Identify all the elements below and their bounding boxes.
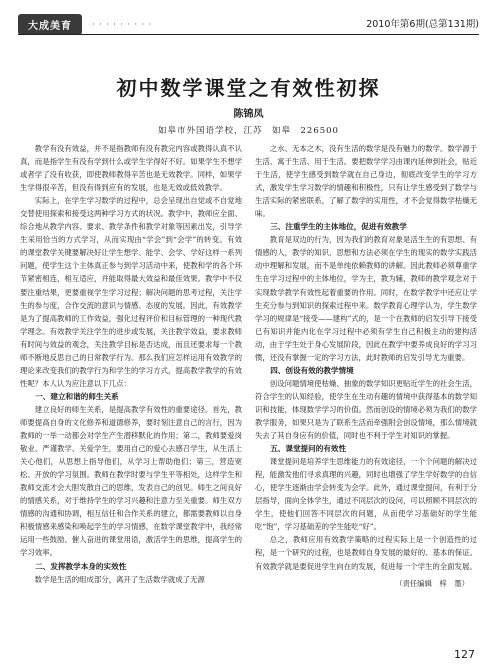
header-rule xyxy=(18,34,479,35)
body-paragraph: 教学有没有效益，并不是指教师有没有教完内容或教得认真不认真，而是指学生有没有学到什么或学生学得好不好。如果学生不想学或者学了没有收获，即使教师教得辛苦也是无效教学。同样，如果学生学得很辛苦，但没有得到应有的发展，也是无效或低效教学。 xyxy=(20,144,242,193)
body-paragraph: 创设问题情境使枯燥、抽象的数学知识更贴近学生的社会生活，符合学生的认知经验，使学生在生动有趣的情境中获得基本的数学知识和技能，体现数学学习的价值。然而创设的情境必须为我们的数学教学服务，如果只是为了联系生活而牵强附会创设情境，那么情境就失去了其自身应有的价值，同时也不利于学生对知识的掌握。 xyxy=(255,378,477,441)
article-author: 陈锦凤 xyxy=(233,109,264,120)
issue-info: 2010年第6期(总第131期) xyxy=(366,19,479,30)
article-title: 初中数学课堂之有效性初探 xyxy=(116,76,381,100)
section-heading: 二、发挥教学本身的实效性 xyxy=(35,561,127,571)
journal-logo: 大成美育 xyxy=(18,14,82,35)
right-column xyxy=(255,142,477,642)
body-paragraph: 总之，教师应用有效教学策略的过程实际上是一个创造性的过程，是一个研究的过程，也是教师自身发展的最好的、基本的保证。有效教学就是要促进学生向在的发展，促进每一个学生的全面发展。 xyxy=(255,535,477,571)
body-paragraph: 实际上，在学生学习数学的过程中，总会呈现出自觉或不自觉地交替使用探索和接受这两种学习方式的状况。教学中，教师应全面、综合地从教学内容、要求、教学条件和教学对象等因素出发，引导学生采用恰当的方式学习，从而实现由“学会”到“会学”的转变。有效的课堂教学关键要解决好让学生想学、能学、会学、学好这样一系列问题，使学生这个主体真正参与到学习活动中来，使教和学的各个环节紧密相连，相互适应，并能取得最大效益和最佳效果。教学中不仅要注重结果，更要重视学生学习过程；解决问题的思考过程，关注学生的参与度，合作交流的意识与情感、态度的发展。因此，有效教学是为了提高教师的工作效益，强化过程评价和目标管理的一种现代教学理念。有效教学关注学生的进步或发展，关注教学效益，要求教师有时间与效益的观念，关注教学目标是否达成，而且还要求每一个教师不断地反思自己的日常教学行为。那么我们应怎样运用有效教学的理论来改变我们的教学行为和学生的学习方式，提高教学教学的有效性呢？本人认为应注意以下几点： xyxy=(20,196,242,388)
body-paragraph: 之水、无本之木，没有生活的数学是没有魅力的数学。数学源于生活、寓于生活、用于生活。要把数学学习由课内延伸到社会，贴近于生活，使学生感受到数学就在自己身边，彻底改变学生的学习方式，激发学生学习数学的情趣和积极性，只有让学生感受到了数学与生活实际的紧密联系，了解了数学的实用性，才不会觉得数学枯燥无味。 xyxy=(255,144,477,219)
section-heading: 三、注重学生的主体地位，促进有效教学 xyxy=(270,222,407,232)
body-paragraph: 教育是双边的行为，因为我们的教育对象是活生生的有思想、有情感的人，教学的知识、思想和方法必须在学生的现实的数学实践活动中理解和发展，而不是单纯依赖教师的讲解。因此教师必须尊重学生在学习过程中的主体地位，学为主，教为辅，教师的教学观念对于实现数学教学有效性起着重要的作用。同时，在数学教学中还应让学生充分参与到知识的探索过程中来。数学教育心理学认为，学生数学学习的规律是“接受——建构”式的，是一个在教师的启发引导下接受已有知识并能内化在学习过程中必须有学生自己积极主动的建构活动，由于学生处于身心发展阶段，因此在教学中要养成良好的学习习惯，还没有掌握一定的学习方法，此时教师的启发引导尤为重要。 xyxy=(255,235,477,362)
body-paragraph: 数学是生活的组成部分，离开了生活数学就成了无源 xyxy=(34,574,205,584)
section-heading: 一、建立和谐的师生关系 xyxy=(35,391,119,401)
editor-note: （责任编辑 梓 墨） xyxy=(395,578,469,588)
section-heading: 四、创设有效的教学情境 xyxy=(270,365,354,375)
body-paragraph: 建立良好的师生关系，是提高教学有效性的重要途径。首先，教师要提高自身的文化修养和道德修养，要时刻注意自己的言行，因为教师的一举一动都会对学生产生潜移默化的作用；第二，教师要爱岗敬业、严谨教学、关爱学生，要用自己的爱心去感召学生，从生活上关心他们，从思想上指导他们，从学习上帮助他们；第三，营造宽松、开放的学习氛围。教师在教学时要与学生平等相处，这样学生和教师交流才会大胆发散自己的思维，发表自己的创见。师生之间良好的情感关系，对于维持学生的学习兴趣和注意力至关重要。师生双方情感的沟通和协调，相互信任和合作关系的建立，都需要教师以自身积极情感来感染和唤起学生的学习情感，在数学课堂教学中，我经常运用一些鼓励、催人奋进的课堂用语，激活学生的思维，提高学生的学习效率。 xyxy=(20,404,242,558)
section-heading: 五、课堂提问的有效性 xyxy=(270,444,347,454)
page-number: 127 xyxy=(454,648,475,661)
body-paragraph: 课堂提问是培养学生思维能力的有效途径，一个个问题的解决过程，能激发他们寻求真理的兴趣，同时也增强了学生学好数学的自信心，使学生逐渐由学会转变为会学。此外，通过课堂提问，有利于分层指导，面向全体学生，通过不同层次的设问，可以照顾不同层次的学生，使他们回答不同层次的问题，从而使学习基础好的学生能吃“饱”，学习基础差的学生能吃“好”。 xyxy=(255,457,477,532)
logo-dots-decoration: · · · · · · · · · xyxy=(92,20,153,29)
author-affiliation: 如皋市外国语学校，江苏 如皋 226500 xyxy=(158,126,339,136)
left-column xyxy=(20,142,242,642)
